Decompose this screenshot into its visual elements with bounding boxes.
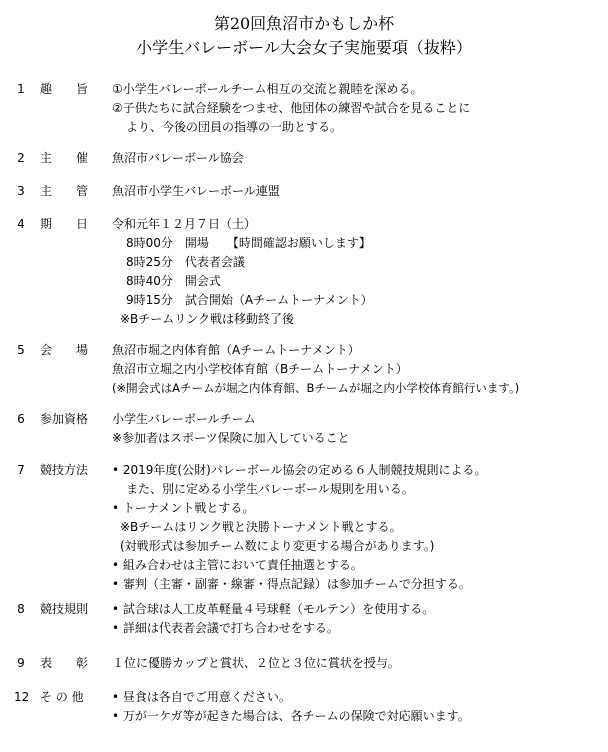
body-line: 小学生バレーボールチーム xyxy=(112,412,256,426)
body-line: 8時25分 代表者会議 xyxy=(126,255,245,269)
body-line: ①小学生バレーボールチーム相互の交流と親睦を深める。 xyxy=(112,82,423,96)
section-body xyxy=(112,688,602,726)
section-body xyxy=(112,410,602,448)
section-label: 主 管 xyxy=(40,184,89,198)
body-line: (※開会式はAチームが堀之内体育館、Bチームが堀之内小学校体育館行います。) xyxy=(112,381,520,395)
body-line: • トーナメント戦とする。 xyxy=(112,501,255,515)
section-number: 3 xyxy=(17,184,25,198)
section-body xyxy=(112,80,602,137)
body-line: • 組み合わせは主管において責任抽選とする。 xyxy=(112,558,363,572)
section-body xyxy=(112,654,602,673)
body-line: １位に優勝カップと賞状、２位と３位に賞状を授与。 xyxy=(112,656,400,670)
section-label: 表 彰 xyxy=(40,656,89,670)
body-line: 魚沼市堀之内体育館（Aチームトーナメント） xyxy=(112,343,360,357)
body-line: • 詳細は代表者会議で打ち合わせをする。 xyxy=(112,621,339,635)
body-line: • 試合球は人工皮革軽量４号球軽（モルテン）を使用する。 xyxy=(112,602,435,616)
body-line: ※参加者はスポーツ保険に加入していること xyxy=(112,431,350,445)
section-number: 9 xyxy=(17,656,25,670)
body-line: (対戦形式は参加チーム数により変更する場合があります。) xyxy=(120,539,435,553)
section-label: 競技規則 xyxy=(40,602,89,616)
body-line: 9時15分 試合開始（Aチームトーナメント） xyxy=(126,293,373,307)
section-body xyxy=(112,149,602,168)
body-line: ※Bチームリンク戦は移動終了後 xyxy=(120,312,295,326)
body-line: ※Bチームはリンク戦と決勝トーナメント戦とする。 xyxy=(120,520,402,534)
body-line: • 万が一ケガ等が起きた場合は、各チームの保険で対応願います。 xyxy=(112,709,470,723)
section-label: そ の 他 xyxy=(40,690,84,704)
body-line: • 審判（主審・副審・線審・得点記録）は参加チームで分担する。 xyxy=(112,577,471,591)
section-number: 2 xyxy=(17,151,25,165)
section-number: 1 xyxy=(17,82,25,96)
section-label: 期 日 xyxy=(40,217,89,231)
body-line: 令和元年１２月７日（土） xyxy=(112,217,257,231)
section-label: 競技方法 xyxy=(40,463,89,477)
section-number: 4 xyxy=(17,217,25,231)
section-number: 5 xyxy=(17,343,25,357)
body-line: また、別に定める小学生バレーボール規則を用いる。 xyxy=(126,482,414,496)
section-body xyxy=(112,182,602,201)
body-line: 8時00分 開場 【時間確認お願いします】 xyxy=(126,236,371,250)
body-line: 8時40分 開会式 xyxy=(126,274,221,288)
body-line: • 2019年度(公財)バレーボール協会の定める６人制競技規則による。 xyxy=(112,463,487,477)
section-label: 主 催 xyxy=(40,151,89,165)
body-line: 魚沼市小学生バレーボール連盟 xyxy=(112,184,280,198)
section-number: 12 xyxy=(14,690,30,704)
section-body xyxy=(112,215,602,329)
section-body xyxy=(112,600,602,638)
section-number: 6 xyxy=(17,412,25,426)
section-label: 会 場 xyxy=(40,343,89,357)
body-line: ②子供たちに試合経験をつませ、他団体の練習や試合を見ることに xyxy=(112,101,471,115)
section-body xyxy=(112,341,602,398)
body-line: 魚沼市バレーボール協会 xyxy=(112,151,244,165)
section-number: 8 xyxy=(17,602,25,616)
section-body xyxy=(112,461,602,594)
body-line: より、今後の団員の指導の一助とする。 xyxy=(126,120,343,134)
section-label: 趣 旨 xyxy=(40,82,89,96)
section-number: 7 xyxy=(17,463,25,477)
title-line-1: 第20回魚沼市かもしか杯 xyxy=(213,14,395,33)
title-line-2: 小学生バレーボール大会女子実施要項（抜粋） xyxy=(136,38,472,57)
body-line: 魚沼市立堀之内小学校体育館（Bチームトーナメント） xyxy=(112,362,408,376)
section-label: 参加資格 xyxy=(40,412,89,426)
body-line: • 昼食は各自でご用意ください。 xyxy=(112,690,291,704)
